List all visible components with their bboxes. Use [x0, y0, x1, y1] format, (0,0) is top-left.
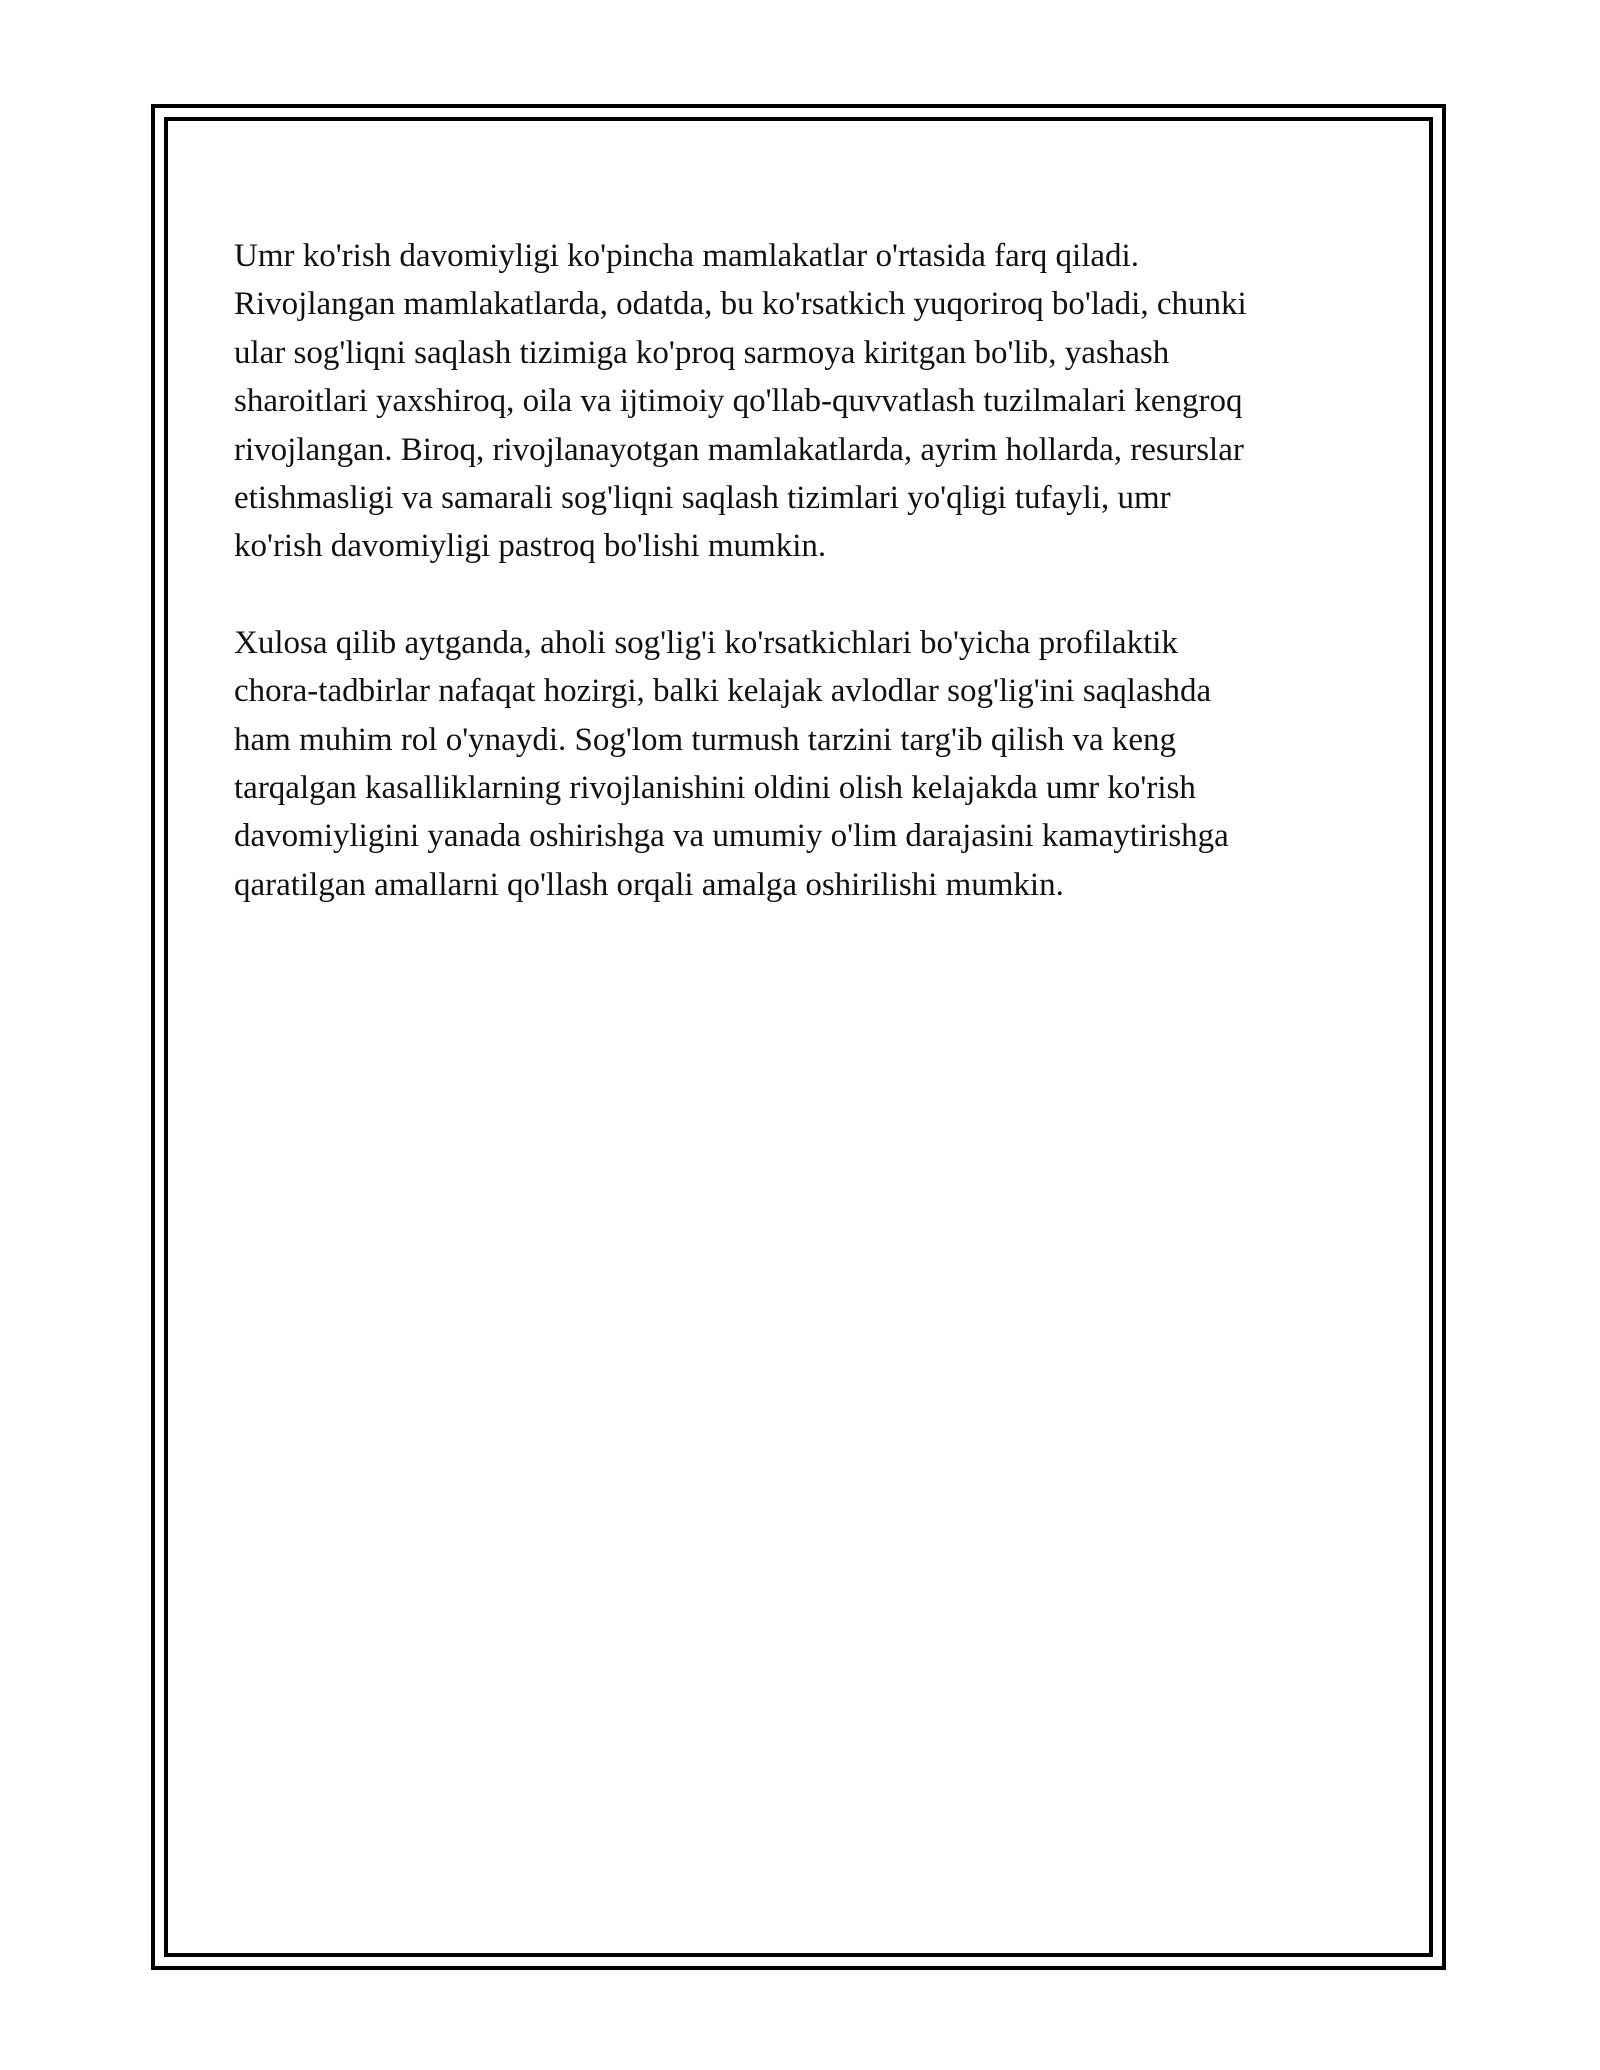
paragraph-life-expectancy: Umr ko'rish davomiyligi ko'pincha mamlakatlar o'rtasida farq qiladi. Rivojlangan mamlakatlarda, odatda, bu ko'rsatkich yuqoriroq bo'ladi, chunki ular sog'liqni saqlash tizimiga ko'proq sarmoya kiritgan bo'lib, yashash sharoitlari yaxshiroq, oila va ijtimoiy qo'llab-quvvatlash tuzilmalari kengroq rivojlangan. Biroq, rivojlanayotgan mamlakatlarda, ayrim hollarda, resurslar etishmasligi va samarali sog'liqni saqlash tizimlari yo'qligi tufayli, umr ko'rish davomiyligi pastroq bo'lishi mumkin. — [234, 238, 1247, 565]
document-body — [234, 232, 1364, 957]
paragraph-conclusion: Xulosa qilib aytganda, aholi sog'lig'i ko'rsatkichlari bo'yicha profilaktik chora-tadbirlar nafaqat hozirgi, balki kelajak avlodlar sog'lig'ini saqlashda ham muhim rol o'ynaydi. Sog'lom turmush tarzini targ'ib qilish va keng tarqalgan kasalliklarning rivojlanishini oldini olish kelajakda umr ko'rish davomiyligini yanada oshirishga va umumiy o'lim darajasini kamaytirishga qaratilgan amallarni qo'llash orqali amalga oshirilishi mumkin. — [234, 624, 1229, 903]
